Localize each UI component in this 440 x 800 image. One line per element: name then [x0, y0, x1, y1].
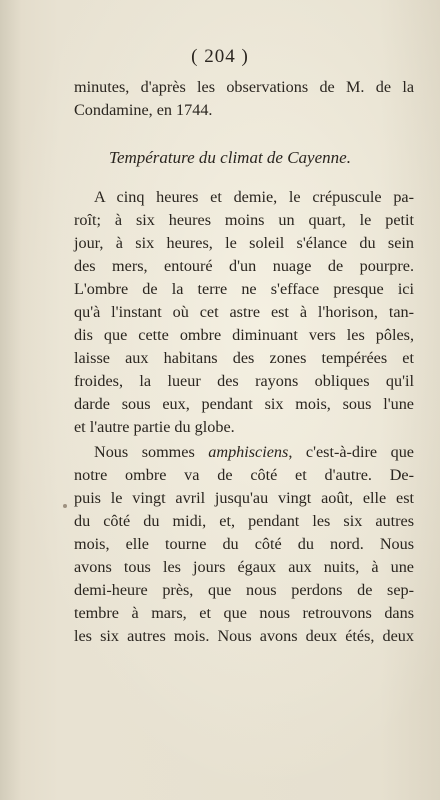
paragraph-2 — [74, 441, 414, 648]
paragraph-2-line: les six autres mois. Nous avons deux étés, deux — [74, 627, 414, 645]
emphasized-word: amphisciens — [208, 443, 289, 461]
paragraph-1-line: dis que cette ombre diminuant vers les pôles, — [74, 326, 414, 344]
paragraph-1-line: L'ombre de la terre ne s'efface presque ici — [74, 280, 414, 298]
intro-text — [74, 76, 414, 122]
section-heading: Température du climat de Cayenne. — [109, 148, 351, 167]
paragraph-2-line: avons tous les jours égaux aux nuits, à une — [74, 558, 414, 576]
paragraph-1-line: qu'à l'instant où cet astre est à l'horison, tan- — [74, 303, 414, 321]
paragraph-2-line: du côté du midi, et, pendant les six autres — [74, 512, 414, 530]
paragraph-1-line: darde sous eux, pendant six mois, sous l'une — [74, 395, 414, 413]
paragraph-2-line: notre ombre va de côté et d'autre. De- — [74, 466, 414, 484]
paragraph-1-line: froides, la lueur des rayons obliques qu'il — [74, 372, 414, 390]
paragraph-1-line: et l'autre partie du globe. — [74, 418, 235, 436]
paragraph-2-line: tembre à mars, et que nous retrouvons dans — [74, 604, 414, 622]
paragraph-1 — [74, 186, 414, 439]
ink-spot — [63, 504, 67, 508]
page-number: ( 204 ) — [191, 46, 249, 67]
paragraph-1-line: A cinq heures et demie, le crépuscule pa- — [94, 188, 414, 206]
paragraph-2-line: demi-heure près, que nous perdons de sep- — [74, 581, 414, 599]
intro-line-1: minutes, d'après les observations de M. de la — [74, 78, 414, 96]
paragraph-1-line: des mers, entouré d'un nuage de pourpre. — [74, 257, 414, 275]
paragraph-2-continuation: , c'est-à-dire que — [288, 443, 414, 461]
paragraph-1-line: laisse aux habitans des zones tempérées et — [74, 349, 414, 367]
paragraph-2-line: mois, elle tourne du côté du nord. Nous — [74, 535, 414, 553]
paragraph-1-line: roît; à six heures moins un quart, le petit — [74, 211, 414, 229]
paragraph-2-start: Nous sommes — [94, 443, 209, 461]
paragraph-1-line: jour, à six heures, le soleil s'élance du sein — [74, 234, 414, 252]
intro-line-2: Condamine, en 1744. — [74, 101, 213, 119]
paragraph-2-first-line — [74, 441, 414, 464]
paragraph-2-line: puis le vingt avril jusqu'au vingt août, elle est — [74, 489, 414, 507]
